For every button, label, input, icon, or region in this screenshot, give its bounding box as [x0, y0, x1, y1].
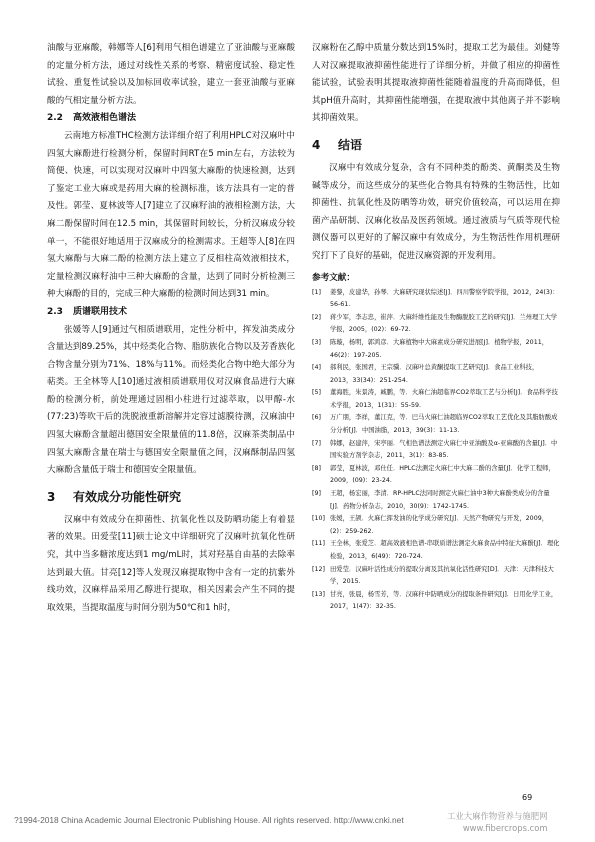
reference-text: 陈璇，杨明，郭鸿彦．大麻植物中大麻素成分研究进展[J]．植物学报，2011，46(2)：197-205.	[330, 338, 548, 359]
reference-text: 郭莹，夏林波，邓仕任．HPLC法测定火麻仁中大麻二酚的含量[J]．化学工程师，2009，(09)：23-24.	[330, 464, 555, 485]
continued-paragraph: 汉麻粉在乙醇中质量分数达到15%时，提取工艺为最佳。刘健等人对汉麻提取液抑菌性能进行了详细分析，并做了相应的抑菌性能试验，试验表明其提取液抑菌性能随着温度的升高而降低，但其pH值升高时，其抑菌性能增强，在提取液中其他离子并不影响其抑菌效果。	[312, 43, 560, 124]
copyright-notice: ?1994-2018 China Academic Journal Electronic Publishing House. All rights reserved. http://www.cnki.net	[14, 815, 404, 825]
reference-text: 万广朋，李祥，董江克，等．巴马火麻仁油超临界CO2萃取工艺优化及其脂肪酸成分分析[J]．中国油脂，2013，39(3)：11-13.	[330, 414, 558, 435]
reference-item	[312, 564, 560, 589]
reference-number: [10]	[312, 515, 325, 523]
reference-text: 王全林，张爱芝．超高效液相色谱-串联质谱法测定火麻食品中特征大麻酚[J]．理化检验，2013，6(49)：720-724.	[330, 540, 560, 560]
section-title: 结语	[338, 137, 363, 152]
reference-number: [13]	[312, 590, 325, 598]
reference-number: [2]	[312, 313, 321, 321]
reference-item	[312, 312, 560, 337]
reference-item	[312, 387, 560, 412]
reference-item	[312, 438, 560, 463]
section-number: 2.2	[47, 113, 63, 124]
section-number: 2.3	[47, 306, 63, 317]
reference-item	[312, 337, 560, 362]
section-2-2-heading	[47, 110, 295, 128]
section-number: 3	[47, 489, 56, 504]
section-title: 质谱联用技术	[73, 306, 128, 317]
reference-number: [7]	[312, 439, 321, 447]
reference-item	[312, 412, 560, 437]
reference-number: [5]	[312, 389, 321, 397]
section-title: 有效成分功能性研究	[73, 489, 182, 504]
left-column	[47, 40, 295, 617]
conclusion-paragraph: 汉麻中有效成分复杂，含有不同种类的酚类、黄酮类及生物碱等成分，而这些成分的某些化合物具有特殊的生物活性，比如抑菌性、抗氧化性及防晒等功效，研究价值较高，可以运用在抑菌产品研制、汉麻化妆品及医药领域。通过液质与气质等现代检测仪器可以更好的了解汉麻中有效成分，为生物活性作用机理研究打下了良好的基础，促进汉麻资源的开发利用。	[312, 162, 560, 261]
reference-text: 郝利民，张国君，王宗骥．汉麻叶总黄酮提取工艺研究[J]．食品工业科技，2013，33(34)：251-254.	[330, 364, 539, 384]
reference-number: [1]	[312, 288, 321, 296]
reference-text: 王超，杨宏丽，李清．RP-HPLC法同时测定火麻仁油中3种大麻酚类成分的含量[J]．药物分析杂志，2010，30(9)：1742-1745.	[330, 490, 550, 510]
reference-item	[312, 538, 560, 563]
section-title: 高效液相色谱法	[73, 113, 137, 124]
page-footer	[0, 812, 595, 832]
reference-text: 韩娜，赵建萍，宋亭丽．气相色谱法测定火麻仁中亚油酸及α-亚麻酸的含量[J]．中国实验方剂学杂志，2011，3(1)：83-85.	[330, 439, 558, 460]
section-3-heading	[47, 482, 295, 512]
reference-item	[312, 362, 560, 387]
reference-number: [6]	[312, 414, 321, 422]
right-column	[312, 40, 560, 614]
reference-item	[312, 287, 560, 312]
reference-text: 张媛，王颉．火麻仁挥发油的化学成分研究[J]．天然产物研究与开发，2009，(2)：259-262.	[330, 515, 548, 535]
reference-number: [11]	[312, 540, 325, 548]
reference-text: 姜黎，皮建华，孙琴．大麻研究现状综述[J]．四川警察学院学报，2012，24(3)：56-61.	[330, 288, 559, 309]
section-number: 4	[312, 137, 321, 152]
site-watermark	[447, 810, 548, 834]
reference-text: 田爱莹．汉麻叶活性成分的提取分离及其抗氧化活性研究[D]．天津：天津科技大学，2015.	[330, 565, 554, 586]
reference-item	[312, 513, 560, 538]
reference-text: 蒋少军，李志忠，崔萍．大麻纤维性能及生物酶脱胶工艺的研究[J]．兰州理工大学学报，2005，(02)：69-72.	[330, 313, 558, 334]
reference-number: [8]	[312, 464, 321, 472]
section-3-paragraph: 汉麻中有效成分在抑菌性、抗氧化性以及防晒功能上有着显著的效果。田爱莹[11]硕士论文中详细研究了汉麻叶抗氧化性研究，其中当多糖浓度达到1 mg/mL时，其对羟基自由基的去除率达到最大值。甘亮[12]等人发现汉麻提取物中含有一定的抗紫外线功效，汉麻样品采用乙醇进行提取，相关因素会产生不同的提取效果，当提取温度与时间分别为50℃和1 h时，	[47, 514, 295, 613]
references-list	[312, 287, 560, 614]
intro-paragraph: 油酸与亚麻酸，韩娜等人[6]利用气相色谱建立了亚油酸与亚麻酸的定量分析方法，通过对线性关系的考察、精密度试验、稳定性试验、重复性试验以及加标回收率试验，建立一套亚油酸与亚麻酸的气相定量分析方法。	[47, 43, 295, 106]
reference-item	[312, 488, 560, 513]
reference-number: [12]	[312, 565, 325, 573]
reference-number: [9]	[312, 490, 321, 498]
reference-item	[312, 589, 560, 614]
section-2-3-paragraph: 张媛等人[9]通过气相质谱联用，定性分析中，挥发油类成分含量达到89.25%，其中烃类化合物、脂肪族化合物以及芳香族化合物含量分别为71%、18%与11%。而烃类化合物中绝大部分为萜类。王全林等人[10]通过液相质谱联用仪对汉麻食品进行大麻酚的检测分析，前处理通过固相小柱进行过滤萃取，以甲醇-水(77:23)等吹干后的洗脱液重新溶解并定容过滤膜待测，汉麻油中四氢大麻酚含量超出德国安全限量值的11.8倍，汉麻茶类制品中四氢大麻酚含量在瑞士与德国安全限量值之间，汉麻酥制品四氢大麻酚含量低于瑞士和德国安全限量值。	[47, 324, 295, 476]
watermark-url: www.fibercrops.com	[462, 823, 548, 833]
section-4-heading	[312, 130, 560, 160]
reference-number: [3]	[312, 338, 321, 346]
section-2-3-heading	[47, 304, 295, 322]
page-number: 69	[522, 793, 533, 802]
section-2-2-paragraph: 云南地方标准THC检测方法详细介绍了利用HPLC对汉麻叶中四氢大麻酚进行检测分析，保留时间RT在5 min左右，方法较为简便、快速，可以实现对汉麻叶中四氢大麻酚的快速检测，达到了鉴定工业大麻或是药用大麻的检测标准，该方法具有一定的普及性。郭莹、夏林波等人[7]建立了汉麻籽油的液相检测方法，大麻二酚保留时间在12.5 min，其保留时间较长，分析汉麻成分较单一，不能很好地适用于汉麻成分的检测需求。王超等人[8]在四氢大麻酚与大麻二酚的检测方法上建立了反相柱高效液相技术，定量检测汉麻籽油中三种大麻酚的含量，达到了同时分析检测三种大麻酚的目的，完成三种大麻酚的检测时间达到31 min。	[47, 130, 295, 300]
reference-item	[312, 463, 560, 488]
watermark-title: 工业大麻作物营养与施肥网	[447, 811, 548, 821]
reference-number: [4]	[312, 364, 321, 372]
reference-text: 甘亮，张晨，杨雪芳，等．汉麻秆中防晒成分的提取条件研究[J]．日用化学工业，2017，1(47)：32-35.	[330, 590, 558, 611]
references-heading: 参考文献：	[312, 272, 355, 283]
reference-text: 董海胜，朱景涛，臧鹏，等．火麻仁油超临界CO2萃取工艺与分析[J]．食品科学技术学报，2013，1(31)：55-59.	[330, 389, 558, 409]
